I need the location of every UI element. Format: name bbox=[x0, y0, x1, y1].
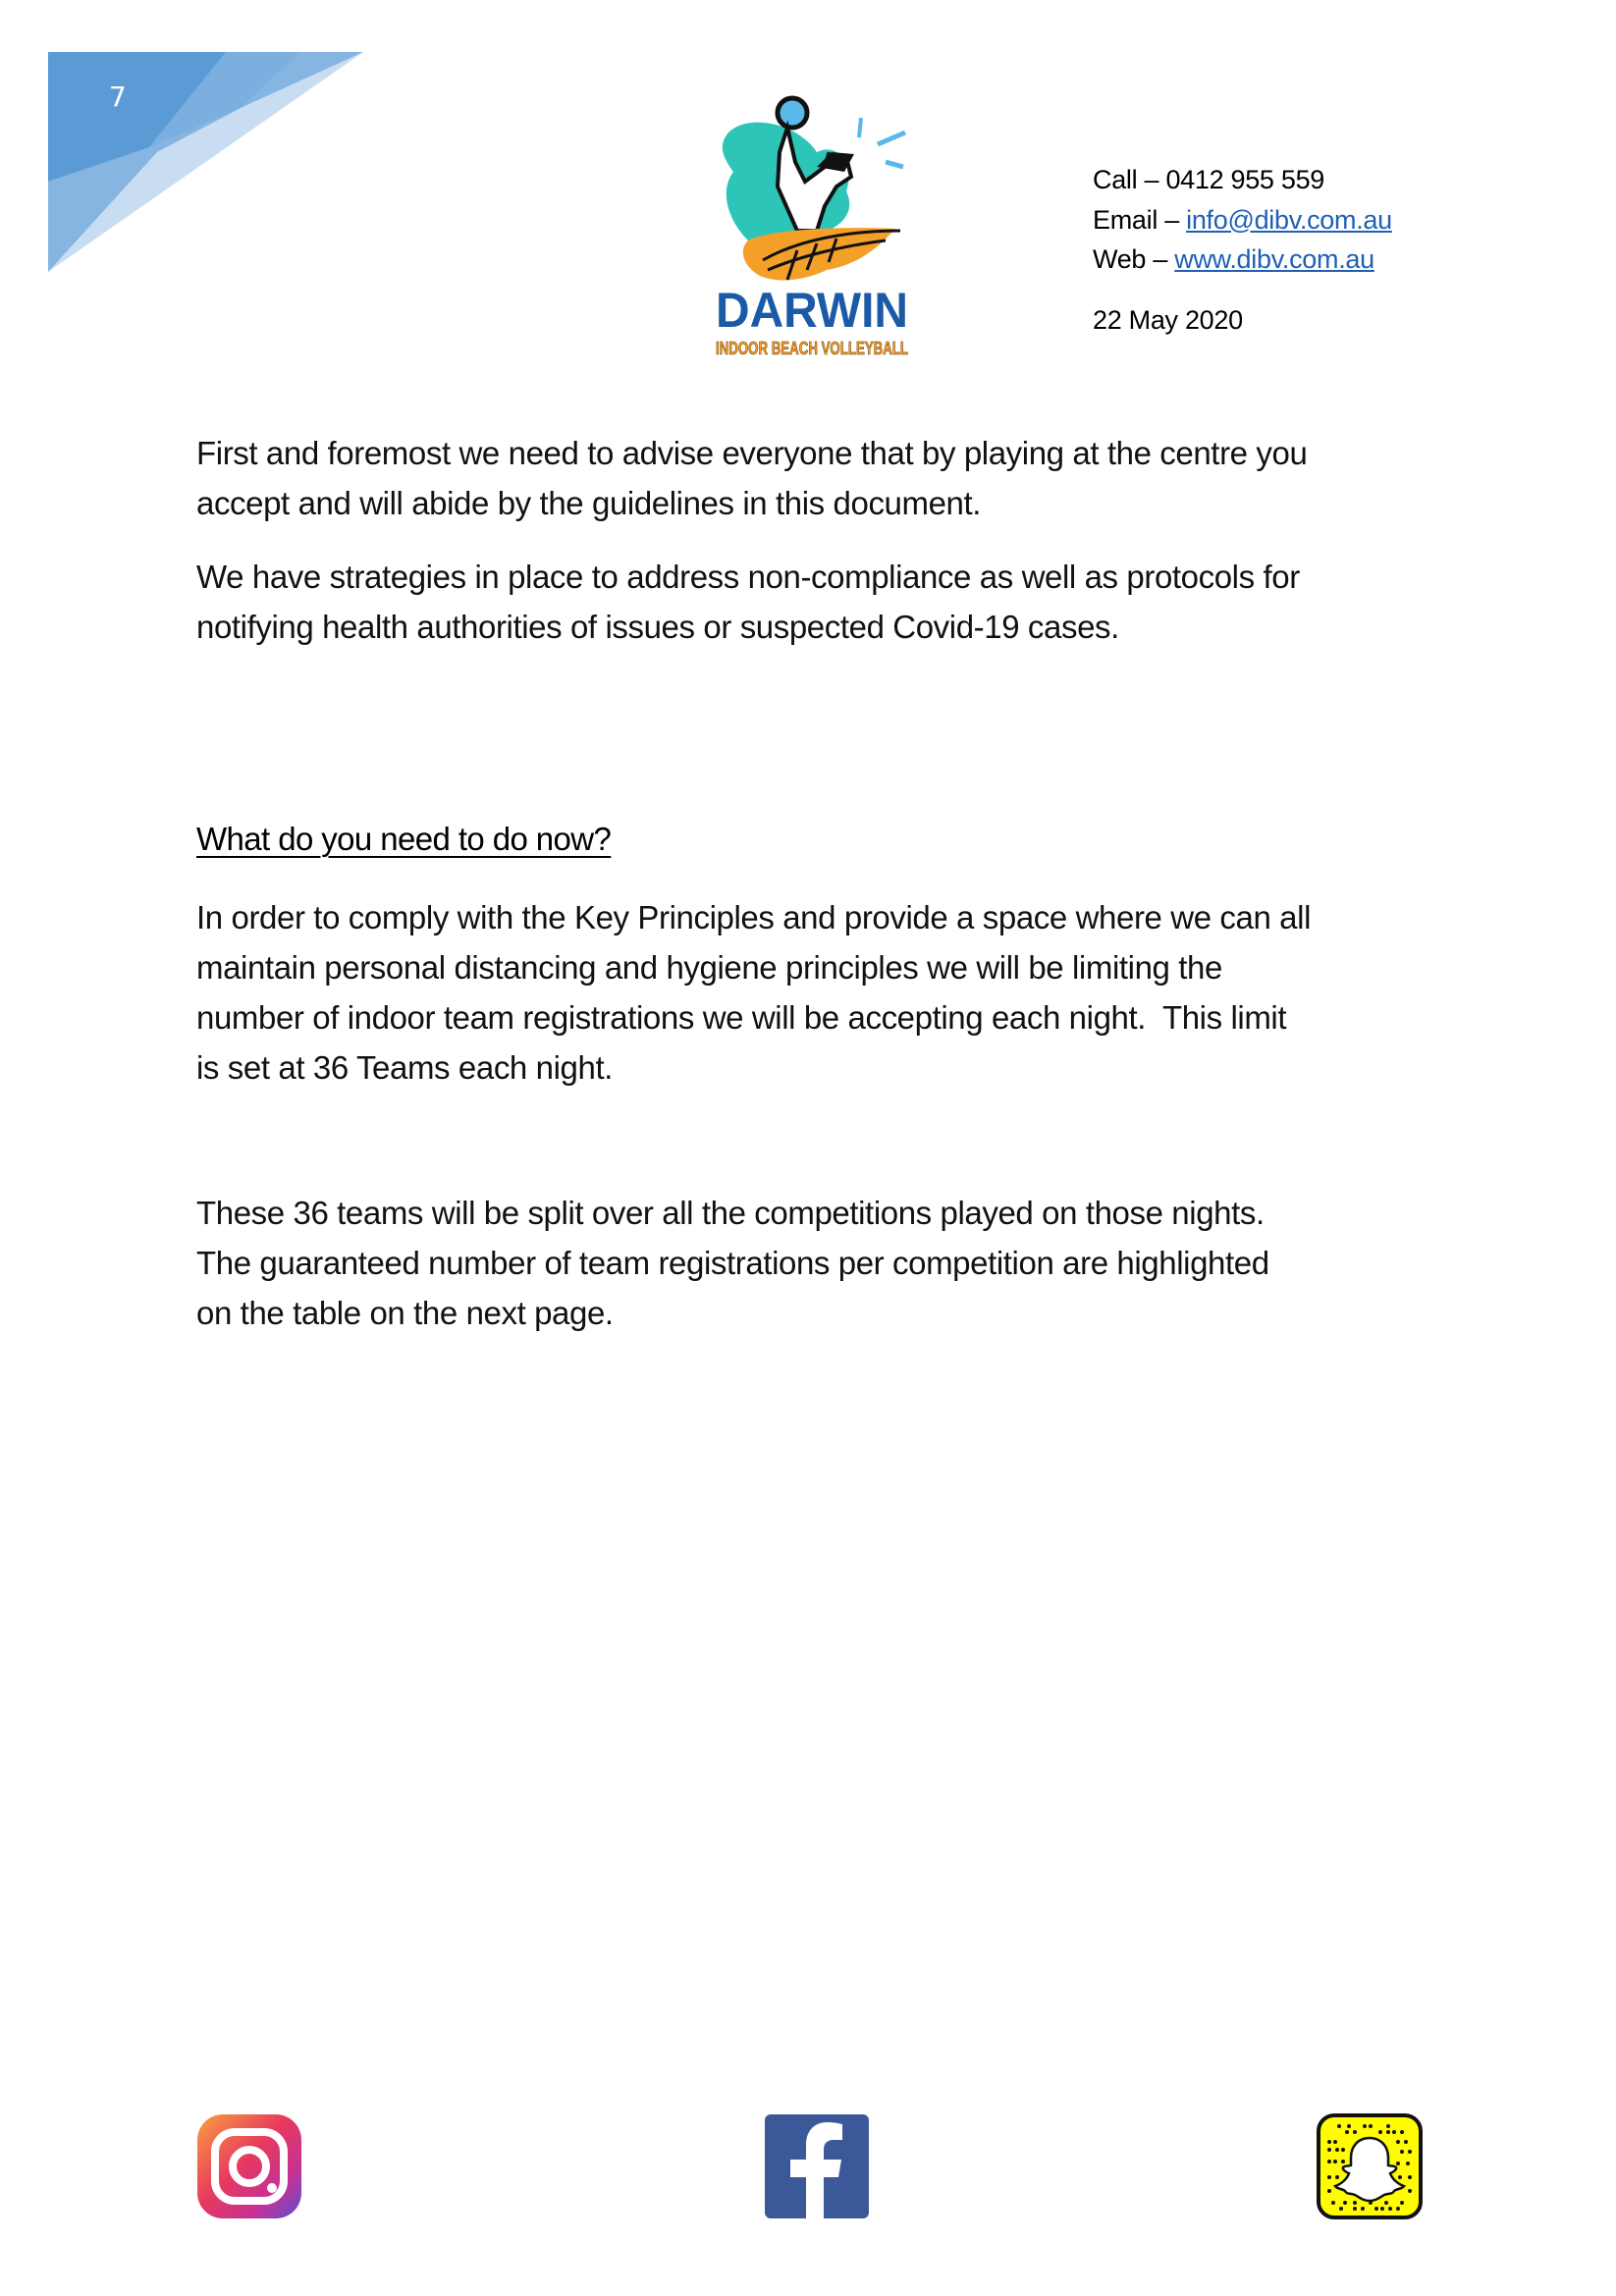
text-line: In order to comply with the Key Principles and provide a space where we can all bbox=[196, 899, 1312, 935]
text-line: on the table on the next page. bbox=[196, 1295, 614, 1331]
call-label: Call – bbox=[1093, 165, 1166, 194]
text-line: accept and will abide by the guidelines in this document. bbox=[196, 485, 982, 521]
contact-block bbox=[1093, 160, 1392, 340]
text-line: First and foremost we need to advise everyone that by playing at the centre you bbox=[196, 435, 1308, 471]
snapchat-icon[interactable] bbox=[1316, 2112, 1424, 2220]
web-link[interactable]: www.dibv.com.au bbox=[1174, 244, 1374, 274]
page-number: 7 bbox=[109, 80, 127, 113]
corner-triangle-decoration bbox=[0, 0, 393, 294]
email-link[interactable]: info@dibv.com.au bbox=[1186, 204, 1392, 235]
section-heading: What do you need to do now? bbox=[196, 821, 612, 857]
facebook-icon[interactable] bbox=[763, 2112, 871, 2220]
logo-subtitle: INDOOR BEACH VOLLEYBALL bbox=[716, 339, 908, 358]
text-line: maintain personal distancing and hygiene principles we will be limiting the bbox=[196, 949, 1222, 986]
text-line: These 36 teams will be split over all the competitions played on those nights. bbox=[196, 1195, 1265, 1231]
text-line: number of indoor team registrations we will be accepting each night. This limit bbox=[196, 999, 1287, 1036]
paragraph-team-limit bbox=[196, 892, 1453, 1093]
contact-web bbox=[1093, 240, 1392, 280]
contact-email bbox=[1093, 200, 1392, 240]
paragraph-strategies bbox=[196, 552, 1453, 652]
text-line: The guaranteed number of team registrations per competition are highlighted bbox=[196, 1245, 1269, 1281]
document-date: 22 May 2020 bbox=[1093, 304, 1243, 335]
instagram-icon[interactable] bbox=[195, 2112, 303, 2220]
logo-title: DARWIN bbox=[716, 283, 908, 338]
paragraph-agreement bbox=[196, 428, 1453, 528]
text-line: We have strategies in place to address non-compliance as well as protocols for bbox=[196, 559, 1300, 595]
web-label: Web – bbox=[1093, 244, 1175, 274]
darwin-indoor-beach-volleyball-logo bbox=[709, 93, 915, 363]
text-line: notifying health authorities of issues or suspected Covid-19 cases. bbox=[196, 609, 1119, 645]
text-line: is set at 36 Teams each night. bbox=[196, 1049, 613, 1086]
paragraph-team-split bbox=[196, 1188, 1453, 1338]
email-label: Email – bbox=[1093, 204, 1187, 235]
contact-call bbox=[1093, 160, 1392, 200]
call-value: 0412 955 559 bbox=[1165, 165, 1325, 194]
